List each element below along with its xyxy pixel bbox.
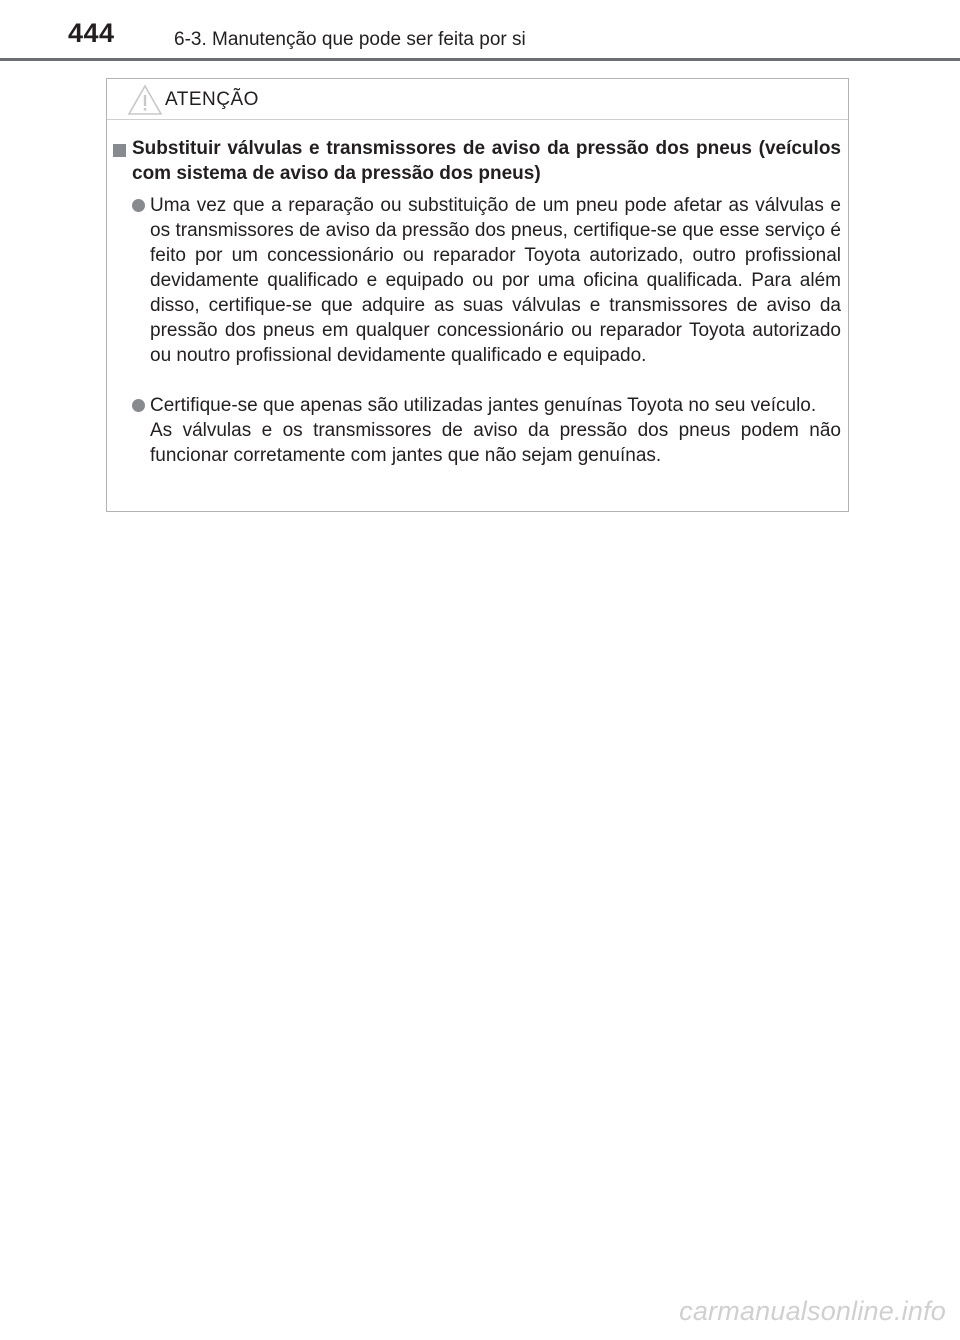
page-header bbox=[0, 0, 960, 60]
square-bullet-icon bbox=[113, 144, 126, 157]
header-divider bbox=[0, 58, 960, 61]
watermark: carmanualsonline.info bbox=[679, 1296, 946, 1326]
section-title: 6-3. Manutenção que pode ser feita por si bbox=[174, 29, 526, 50]
caution-title: ATENÇÃO bbox=[165, 89, 259, 110]
warning-triangle-icon bbox=[127, 84, 163, 116]
caution-heading-text: Substituir válvulas e transmissores de aviso da pressão dos pneus (veículos com sistema de aviso da pressão dos pneus) bbox=[132, 138, 841, 184]
list-item-paragraph: Uma vez que a reparação ou substituição de um pneu pode afetar as válvulas e os transmissores de aviso da pressão dos pneus, certifique-se que esse serviço é feito por um concessionário ou reparador Toyota autorizado, outro profissional devidamente qualificado e equipado ou por uma oficina qualificada. Para além disso, certifique-se que adquire as suas válvulas e transmissores de aviso da pressão dos pneus em qualquer concessionário ou reparador Toyota autorizado ou noutro profissional devidamente qualificado e equipado. bbox=[150, 195, 841, 366]
list-item-text bbox=[150, 193, 841, 368]
page-number: 444 bbox=[68, 18, 115, 48]
list-item-paragraph: Certifique-se que apenas são utilizadas jantes genuínas Toyota no seu veículo. bbox=[150, 395, 817, 416]
circle-bullet-icon bbox=[132, 199, 145, 212]
circle-bullet-icon bbox=[132, 399, 145, 412]
caution-header bbox=[107, 79, 848, 120]
list-item-text bbox=[150, 393, 841, 468]
caution-box bbox=[106, 78, 849, 512]
list-item-paragraph: As válvulas e os transmissores de aviso da pressão dos pneus podem não funcionar corretamente com jantes que não sejam genuínas. bbox=[150, 420, 841, 466]
